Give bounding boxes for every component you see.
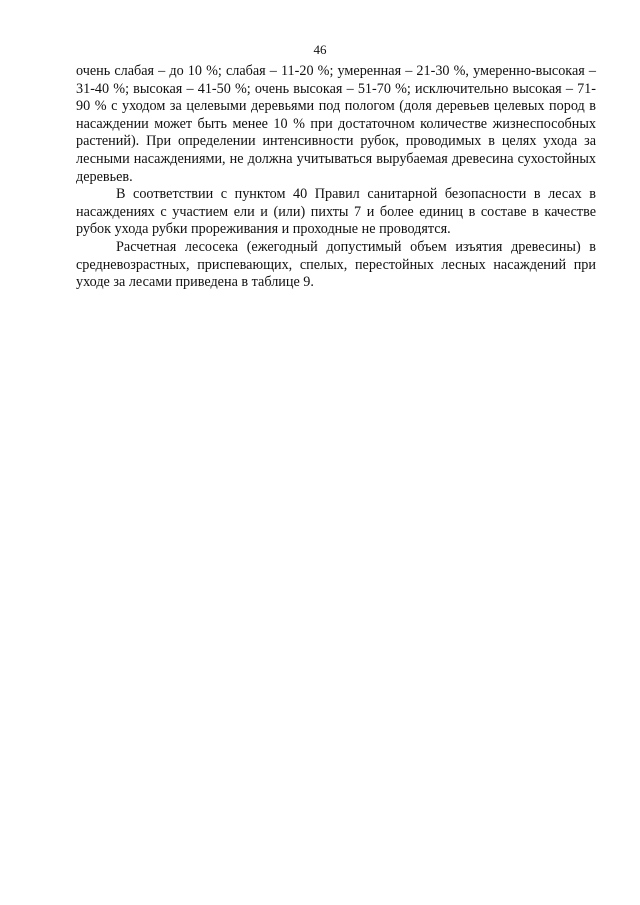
page-number: 46: [313, 42, 327, 57]
paragraph-allowable-cut: Расчетная лесосека (ежегодный допустимый объем изъятия древесины) в средневозрастных, приспевающих, спелых, перестойных лесных насаждений при уходе за лесами приведена в таблице 9.: [76, 238, 596, 291]
paragraph-sanitary-rules: В соответствии с пунктом 40 Правил санитарной безопасности в лесах в насаждениях с участием ели и (или) пихты 7 и более единиц в составе в качестве рубок ухода рубки прореживания и проходные не проводятся.: [76, 186, 596, 238]
document-body: [76, 63, 596, 292]
paragraph-intensity-levels: очень слабая – до 10 %; слабая – 11-20 %; умеренная – 21-30 %, умеренно-высокая – 31-40 %; высокая – 41-50 %; очень высокая – 51-70 %; исключительно высокая – 71-90 % с уходом за целевыми деревьями под пологом (доля деревьев целевых пород в насаждении может быть менее 10 % при достаточном количестве жизнеспособных растений). При определении интенсивности рубок, проводимых в целях ухода за лесными насаждениями, не должна учитываться вырубаемая древесина сухостойных деревьев.: [76, 63, 596, 185]
